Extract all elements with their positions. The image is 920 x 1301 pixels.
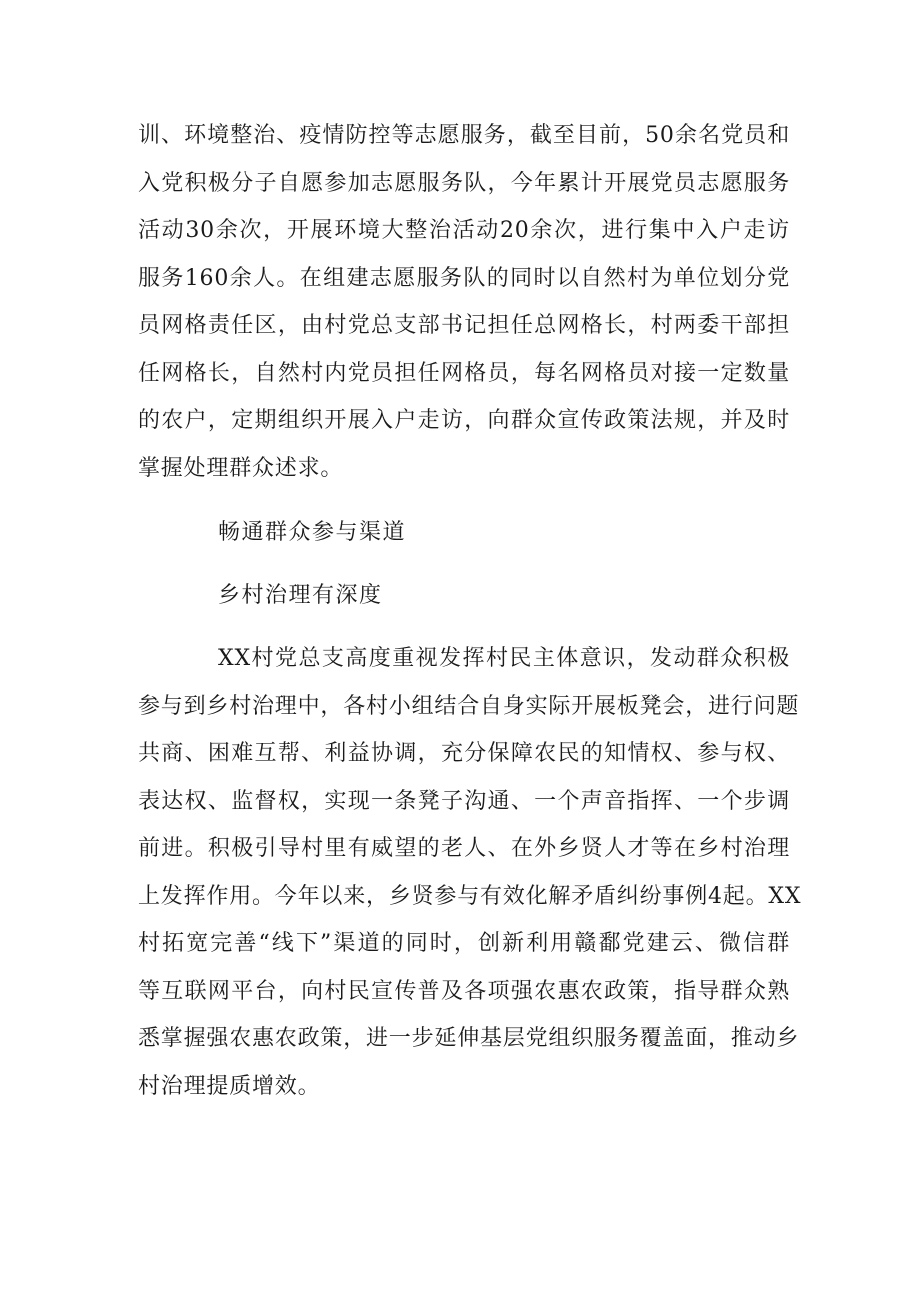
paragraph-line: XX村党总支高度重视发挥村民主体意识，发动群众积极	[218, 646, 790, 671]
section-subheading: 乡村治理有深度	[218, 583, 383, 608]
section-heading: 畅通群众参与渠道	[218, 520, 407, 545]
paragraph-line: 训、环境整治、疫情防控等志愿服务，截至目前，50余名党员和	[138, 123, 790, 148]
paragraph-line: 任网格长，自然村内党员担任网格员，每名网格员对接一定数量	[138, 360, 790, 386]
paragraph-line: 参与到乡村治理中，各村小组结合自身实际开展板凳会，进行问题	[138, 693, 800, 719]
paragraph-line: 村拓宽完善“线下”渠道的同时，创新利用赣鄱党建云、微信群	[138, 931, 790, 956]
paragraph-line: 上发挥作用。今年以来，乡贤参与有效化解矛盾纠纷事例4起。XX	[138, 883, 802, 909]
paragraph-line: 员网格责任区，由村党总支部书记担任总网格长，村两委干部担	[138, 313, 790, 338]
paragraph-volunteer-service	[138, 112, 790, 492]
paragraph-line: 活动30余次，开展环境大整治活动20余次，进行集中入户走访	[138, 218, 790, 243]
paragraph-line: 村治理提质增效。	[138, 1073, 321, 1099]
paragraph-line: 入党积极分子自愿参加志愿服务队，今年累计开展党员志愿服务	[138, 170, 790, 196]
paragraph-line: 共商、困难互帮、利益协调，充分保障农民的知情权、参与权、	[138, 741, 790, 766]
paragraph-line: 掌握处理群众述求。	[138, 455, 344, 481]
paragraph-line: 服务160余人。在组建志愿服务队的同时以自然村为单位划分党	[138, 265, 790, 291]
paragraph-governance	[138, 635, 802, 1110]
paragraph-line: 前进。积极引导村里有威望的老人、在外乡贤人才等在乡村治理	[138, 836, 790, 861]
paragraph-line: 表达权、监督权，实现一条凳子沟通、一个声音指挥、一个步调	[138, 788, 790, 814]
paragraph-line: 悉掌握强农惠农政策，进一步延伸基层党组织服务覆盖面，推动乡	[138, 1026, 800, 1051]
paragraph-line: 等互联网平台，向村民宣传普及各项强农惠农政策，指导群众熟	[138, 978, 790, 1004]
paragraph-line: 的农户，定期组织开展入户走访，向群众宣传政策法规，并及时	[138, 408, 790, 433]
